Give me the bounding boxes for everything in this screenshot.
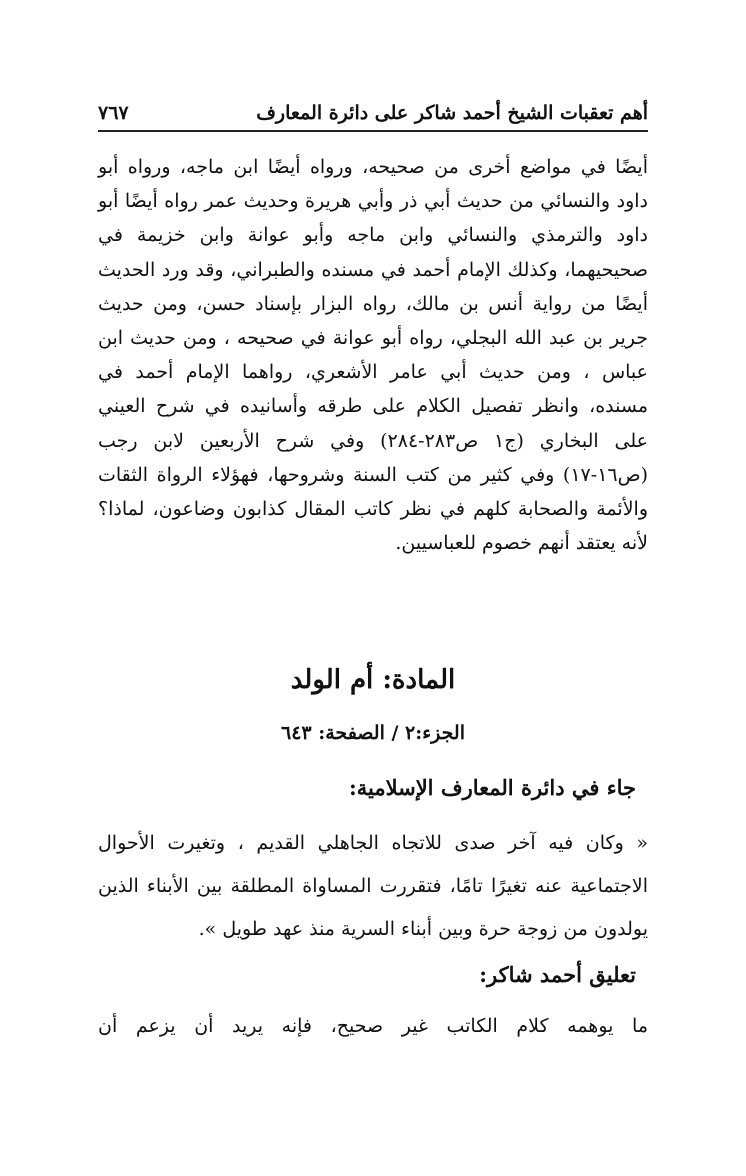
running-header: [98, 92, 648, 132]
encyclopedia-quote: « وكان فيه آخر صدى للاتجاه الجاهلي القديم ، وتغيرت الأحوال الاجتماعية عنه تغيرًا تامًا، فتقررت المساواة المطلقة بين الأبناء الذين يولدون من زوجة حرة وبين أبناء السرية منذ عهد طويل ».: [98, 832, 648, 940]
shakir-comment-label: تعليق أحمد شاكر:: [479, 962, 636, 987]
subject-heading: المادة: أم الولد: [290, 665, 456, 695]
encyclopedia-label: جاء في دائرة المعارف الإسلامية:: [348, 775, 636, 800]
running-title: أهم تعقبات الشيخ أحمد شاكر على دائرة المعارف: [256, 102, 648, 124]
main-paragraph: أيضًا في مواضع أخرى من صحيحه، ورواه أيضًا ابن ماجه، ورواه أبو داود والنسائي من حديث أبي ذر وأبي هريرة وحديث عمر رواه أيضًا أبو داود والترمذي والنسائي وابن ماجه وأبو عوانة وابن خزيمة في صحيحيهما، وكذلك الإمام أحمد في مسنده والطبراني، وقد ورد الحديث أيضًا من رواية أنس بن مالك، رواه البزار بإسناد حسن، ومن حديث جرير بن عبد الله البجلي، رواه أبو عوانة في صحيحه ، ومن حديث ابن عباس ، ومن حديث أبي عامر الأشعري، رواهما الإمام أحمد في مسنده، وانظر تفصيل الكلام على طرقه وأسانيده في شرح العيني على البخاري (ج١ ص٢٨٣-٢٨٤) وفي شرح الأربعين لابن رجب (ص١٦-١٧) وفي كثير من كتب السنة وشروحها، فهؤلاء الرواة الثقات والأئمة والصحابة كلهم في نظر كاتب المقال كذابون وضاعون، لماذا؟ لأنه يعتقد أنهم خصوم للعباسيين.: [98, 156, 648, 555]
volume-page-reference: الجزء:٢ / الصفحة: ٦٤٣: [280, 722, 465, 744]
page-number: ٧٦٧: [98, 102, 129, 124]
shakir-comment: ما يوهمه كلام الكاتب غير صحيح، فإنه يريد أن يزعم أن: [98, 1015, 648, 1037]
